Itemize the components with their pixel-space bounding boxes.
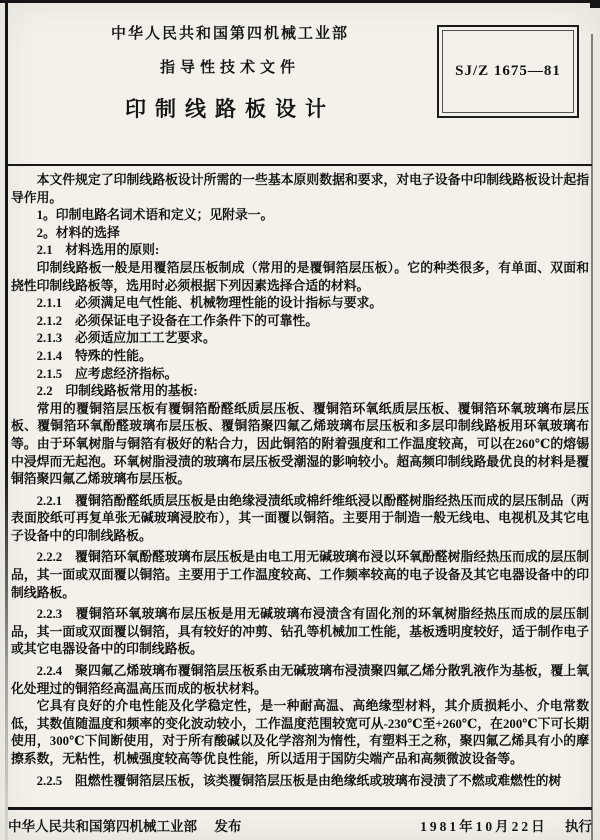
doc-number-box — [437, 25, 579, 118]
paragraph: 2.1.4 特殊的性能。 — [36, 348, 152, 363]
doc-type-line: 指导性技术文件 — [159, 60, 300, 76]
header-divider — [8, 164, 592, 166]
document-body — [11, 172, 589, 812]
document-header — [20, 22, 440, 123]
paragraph: 它具有良好的介电性能及化学稳定性，是一种耐高温、高绝缘型材料，其介质损耗小、介电常数低，其数值随温度和频率的变化波动较小，工作温度范围较宽可从-230℃至+260℃，在200℃下可长期使用，300℃下间断使用，对于所有酸碱以及化学溶剂为惰性，有塑料王之称，聚四氟乙烯具有小的摩擦系数，无粘性，机械强度较高等优良性能，所以适用于国防尖端产品和高频微波设备等。 — [11, 699, 589, 766]
paragraph: 2.2.5 阻燃性覆铜箔层压板，该类覆铜箔层压板是由绝缘纸或玻璃布浸渍了不燃或难燃性的树 — [36, 773, 562, 788]
footer-publish-label: 发布 — [214, 819, 242, 834]
paragraph: 2.2.2 覆铜箔环氧酚醛玻璃布层压板是由电工用无碱玻璃布浸以环氧酚醛树脂经热压而成的层压制品，其一面或双面覆以铜箔。主要用于工作温度较高、工作频率较高的电子设备及其它电器设备中的印制线路板。 — [11, 550, 589, 600]
paragraph: 常用的覆铜箔层压板有覆铜箔酚醛纸质层压板、覆铜箔环氧纸质层压板、覆铜箔环氧玻璃布层压板、覆铜箔环氧酚醛玻璃布层压板、覆铜箔聚四氟乙烯玻璃布层压板和多层印制线路板用环氧玻璃布等。由于环氧树脂与铜箔有极好的粘合力，因此铜箔的附着强度和工作温度较高，可以在260℃的熔锡中浸焊而无起泡。环氧树脂浸渍的玻璃布层压板受潮湿的影响较小。超高频印制线路最优良的材料是覆铜箔聚四氟乙烯玻璃布层压板。 — [11, 401, 589, 487]
paragraph: 2.1.1 必须满足电气性能、机械物理性能的设计指标与要求。 — [36, 296, 383, 311]
paragraph: 2。材料的选择 — [36, 225, 120, 240]
document-footer — [8, 807, 592, 835]
scan-edge-top — [0, 0, 600, 3]
paragraph: 2.2 印制线路板常用的基板: — [36, 384, 198, 399]
footer-date: 1981年10月22日 — [420, 819, 548, 834]
scan-edge-left — [5, 0, 8, 840]
document-title: 印制线路板设计 — [125, 97, 335, 121]
footer-publisher: 中华人民共和国第四机械工业部 — [8, 819, 197, 834]
footer-exec-label: 执行 — [565, 819, 592, 834]
scan-corner-blotch — [590, 0, 600, 8]
paragraph: 印制线路板一般是用覆箔层压板制成（常用的是覆铜箔层压板）。它的种类很多，有单面、双面和挠性印制线路板等，选用时必须根据下列因素选择合适的材料。 — [11, 260, 589, 293]
paragraph: 2.2.3 覆铜箔环氧玻璃布层压板是用无碱玻璃布浸渍含有固化剂的环氧树脂经热压而成的层压制品，其一面或双面覆以铜箔，具有较好的冲剪、钻孔等机械加工性能，基板透明度较好，适于制作电子或其它电器设备中的印制线路板。 — [11, 607, 589, 657]
paragraph: 2.2.4 聚四氟乙烯玻璃布覆铜箔层压板系由无碱玻璃布浸渍聚四氟乙烯分散乳液作为基板，覆上氧化处理过的铜箔经高温高压而成的板状材料。 — [11, 664, 589, 696]
paragraph: 2.1.2 必须保证电子设备在工作条件下的可靠性。 — [36, 313, 319, 328]
footer-left — [8, 815, 241, 835]
paragraph: 2.2.1 覆铜箔酚醛纸质层压板是由绝缘浸渍纸或棉纤维纸浸以酚醛树脂经热压而成的层压制品（两表面胶纸可再复单张无碱玻璃浸胶布），其一面覆以铜箔。主要用于制造一般无线电、电视机及其它电子设备中的印制线路板。 — [11, 493, 589, 543]
paragraph: 1。印制电路名词术语和定义；见附录一。 — [36, 208, 274, 223]
paragraph: 2.1.5 应考虑经济指标。 — [36, 366, 178, 381]
issuing-org: 中华人民共和国第四机械工业部 — [110, 26, 349, 42]
paragraph: 2.1 材料选用的原则: — [36, 243, 160, 258]
paragraph: 2.1.3 必须适应加工工艺要求。 — [36, 331, 216, 346]
doc-number: SJ/Z 1675—81 — [455, 63, 561, 79]
scan-edge-right — [591, 34, 593, 840]
footer-right — [420, 815, 592, 835]
paragraph: 本文件规定了印制线路板设计所需的一些基本原则数据和要求，对电子设备中印制线路板设计起指导作用。 — [11, 173, 589, 205]
